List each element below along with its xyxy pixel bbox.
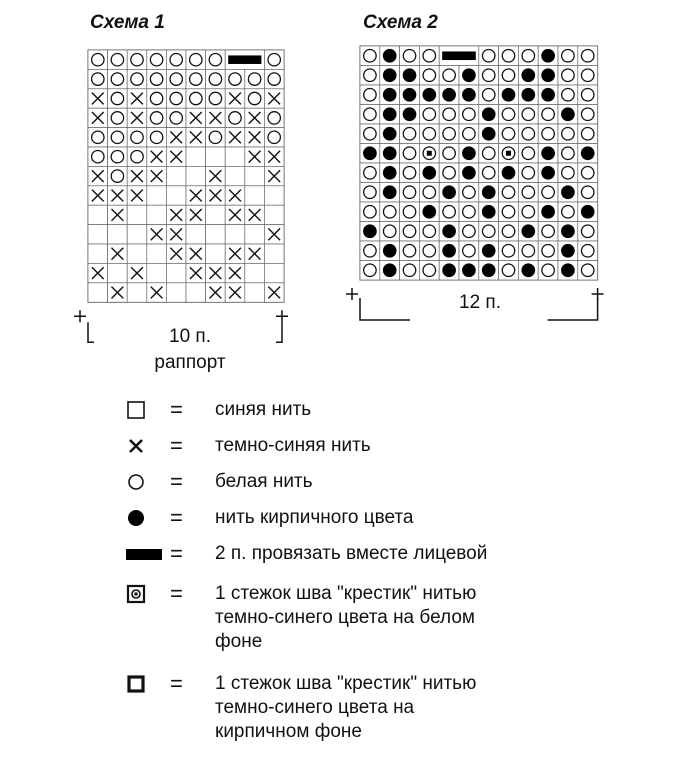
scheme2-dot-symbol bbox=[383, 185, 397, 199]
scheme-1-repeat-caption: раппорт bbox=[154, 352, 226, 373]
scheme-2-repeat-label: 12 п. bbox=[459, 292, 501, 313]
scheme1-cell bbox=[186, 225, 206, 244]
legend-text: темно-синяя нить bbox=[215, 435, 371, 456]
scheme1-cell bbox=[245, 283, 265, 302]
scheme2-dot-symbol bbox=[383, 68, 397, 82]
scheme2-dot-symbol bbox=[541, 88, 555, 102]
scheme2-dot-symbol bbox=[482, 205, 496, 219]
scheme2-dot-symbol bbox=[561, 244, 575, 258]
scheme1-cell bbox=[88, 244, 108, 263]
scheme2-dot-symbol bbox=[482, 127, 496, 141]
scheme1-cell bbox=[264, 244, 284, 263]
equals-sign: = bbox=[170, 505, 183, 530]
scheme1-cell bbox=[127, 244, 147, 263]
scheme1-plus-right bbox=[276, 310, 288, 322]
scheme2-plus-left bbox=[346, 288, 358, 300]
scheme2-dot-symbol bbox=[403, 68, 417, 82]
scheme1-cell bbox=[186, 166, 206, 185]
scheme2-dot-symbol bbox=[561, 107, 575, 121]
black-bar-icon bbox=[120, 542, 146, 566]
scheme2-dot-symbol bbox=[482, 244, 496, 258]
scheme1-cell bbox=[127, 205, 147, 224]
scheme2-dot-symbol bbox=[442, 185, 456, 199]
scheme1-cell bbox=[147, 263, 167, 282]
square-dot-icon bbox=[120, 582, 146, 606]
scheme2-dot-symbol bbox=[561, 185, 575, 199]
scheme2-dot-symbol bbox=[482, 107, 496, 121]
scheme2-dot-symbol bbox=[521, 263, 535, 277]
equals-sign: = bbox=[170, 541, 183, 566]
scheme1-cell bbox=[225, 166, 245, 185]
scheme2-bar-symbol bbox=[442, 51, 476, 60]
scheme1-cell bbox=[264, 186, 284, 205]
scheme1-cell bbox=[108, 263, 128, 282]
scheme2-dot-symbol bbox=[383, 244, 397, 258]
scheme2-dot-symbol bbox=[541, 205, 555, 219]
equals-sign: = bbox=[170, 469, 183, 494]
scheme2-dot-symbol bbox=[422, 205, 436, 219]
equals-sign: = bbox=[170, 671, 183, 696]
scheme1-cell bbox=[147, 205, 167, 224]
legend-text: 2 п. провязать вместе лицевой bbox=[215, 543, 488, 564]
scheme2-dot-symbol bbox=[422, 166, 436, 180]
equals-sign: = bbox=[170, 397, 183, 422]
scheme1-cell bbox=[245, 186, 265, 205]
scheme1-cell bbox=[147, 244, 167, 263]
scheme2-dot-symbol bbox=[462, 166, 476, 180]
scheme2-dot-symbol bbox=[403, 88, 417, 102]
circle-icon bbox=[120, 470, 146, 494]
scheme1-cell bbox=[166, 283, 186, 302]
scheme1-cell bbox=[245, 225, 265, 244]
scheme1-cell bbox=[225, 147, 245, 166]
scheme1-cell bbox=[88, 283, 108, 302]
scheme1-cell bbox=[206, 225, 226, 244]
scheme2-dot-symbol bbox=[403, 107, 417, 121]
scheme-1-repeat-label: 10 п. bbox=[169, 326, 211, 347]
scheme2-dot-symbol bbox=[383, 146, 397, 160]
cross-icon bbox=[120, 434, 146, 458]
scheme2-dot-symbol bbox=[561, 263, 575, 277]
legend-text: 1 стежок шва "крестик" нитью темно-синего цвета на белом фоне bbox=[215, 583, 477, 652]
scheme2-dot-symbol bbox=[482, 185, 496, 199]
scheme1-cell bbox=[264, 205, 284, 224]
scheme1-cell bbox=[206, 147, 226, 166]
scheme1-cell bbox=[108, 225, 128, 244]
scheme2-dot-symbol bbox=[521, 224, 535, 238]
scheme2-bracket-left bbox=[360, 298, 410, 320]
scheme2-dot-symbol bbox=[502, 88, 516, 102]
legend-text: нить кирпичного цвета bbox=[215, 507, 414, 528]
scheme2-dot-symbol bbox=[462, 88, 476, 102]
scheme2-dot-symbol bbox=[541, 146, 555, 160]
legend-text: белая нить bbox=[215, 471, 313, 492]
scheme1-cell bbox=[245, 166, 265, 185]
scheme1-cell bbox=[166, 166, 186, 185]
scheme2-dot-symbol bbox=[383, 263, 397, 277]
scheme1-cell bbox=[186, 147, 206, 166]
scheme1-cell bbox=[206, 205, 226, 224]
legend-text: синяя нить bbox=[215, 399, 312, 420]
scheme2-dot-symbol bbox=[363, 146, 377, 160]
scheme2-dot-symbol bbox=[422, 88, 436, 102]
scheme2-dot-symbol bbox=[521, 88, 535, 102]
scheme1-plus-left bbox=[74, 310, 86, 322]
scheme1-cell bbox=[245, 263, 265, 282]
scheme2-dot-symbol bbox=[462, 68, 476, 82]
scheme1-cell bbox=[88, 205, 108, 224]
scheme2-dot-symbol bbox=[442, 263, 456, 277]
scheme2-dot-symbol bbox=[462, 146, 476, 160]
scheme2-dot-symbol bbox=[363, 224, 377, 238]
scheme1-cell bbox=[166, 263, 186, 282]
scheme1-cell bbox=[225, 225, 245, 244]
filled-dot-icon bbox=[120, 506, 146, 530]
scheme1-bar-symbol bbox=[228, 55, 261, 64]
scheme2-dot-symbol bbox=[383, 88, 397, 102]
scheme1-bracket-right bbox=[276, 322, 282, 342]
scheme2-dot-symbol bbox=[561, 224, 575, 238]
scheme2-stitch-center bbox=[427, 151, 432, 156]
scheme2-dot-symbol bbox=[541, 68, 555, 82]
scheme2-stitch-center bbox=[506, 151, 511, 156]
scheme1-cell bbox=[127, 225, 147, 244]
scheme2-bracket-right bbox=[548, 298, 598, 320]
scheme2-dot-symbol bbox=[581, 205, 595, 219]
scheme2-dot-symbol bbox=[521, 68, 535, 82]
scheme1-cell bbox=[127, 283, 147, 302]
scheme2-dot-symbol bbox=[383, 49, 397, 63]
scheme2-dot-symbol bbox=[482, 263, 496, 277]
scheme2-dot-symbol bbox=[541, 166, 555, 180]
equals-sign: = bbox=[170, 581, 183, 606]
scheme2-dot-symbol bbox=[502, 166, 516, 180]
scheme2-dot-symbol bbox=[383, 107, 397, 121]
equals-sign: = bbox=[170, 433, 183, 458]
scheme2-dot-symbol bbox=[383, 127, 397, 141]
scheme2-dot-symbol bbox=[541, 49, 555, 63]
scheme1-cell bbox=[264, 263, 284, 282]
hollow-square-icon bbox=[120, 672, 146, 696]
scheme1-cell bbox=[206, 244, 226, 263]
scheme2-dot-symbol bbox=[442, 244, 456, 258]
scheme-1-title: Схема 1 bbox=[90, 12, 165, 33]
square-icon bbox=[120, 398, 146, 422]
scheme1-cell bbox=[186, 283, 206, 302]
scheme-2-title: Схема 2 bbox=[363, 12, 438, 33]
scheme2-dot-symbol bbox=[462, 263, 476, 277]
scheme1-cell bbox=[88, 225, 108, 244]
scheme1-cell bbox=[166, 186, 186, 205]
scheme1-cell bbox=[147, 186, 167, 205]
scheme2-dot-symbol bbox=[581, 146, 595, 160]
legend-text: 1 стежок шва "крестик" нитью темно-синего цвета на кирпичном фоне bbox=[215, 673, 477, 742]
scheme1-bracket-left bbox=[88, 322, 94, 342]
scheme2-dot-symbol bbox=[442, 88, 456, 102]
scheme2-dot-symbol bbox=[442, 224, 456, 238]
scheme2-dot-symbol bbox=[383, 166, 397, 180]
